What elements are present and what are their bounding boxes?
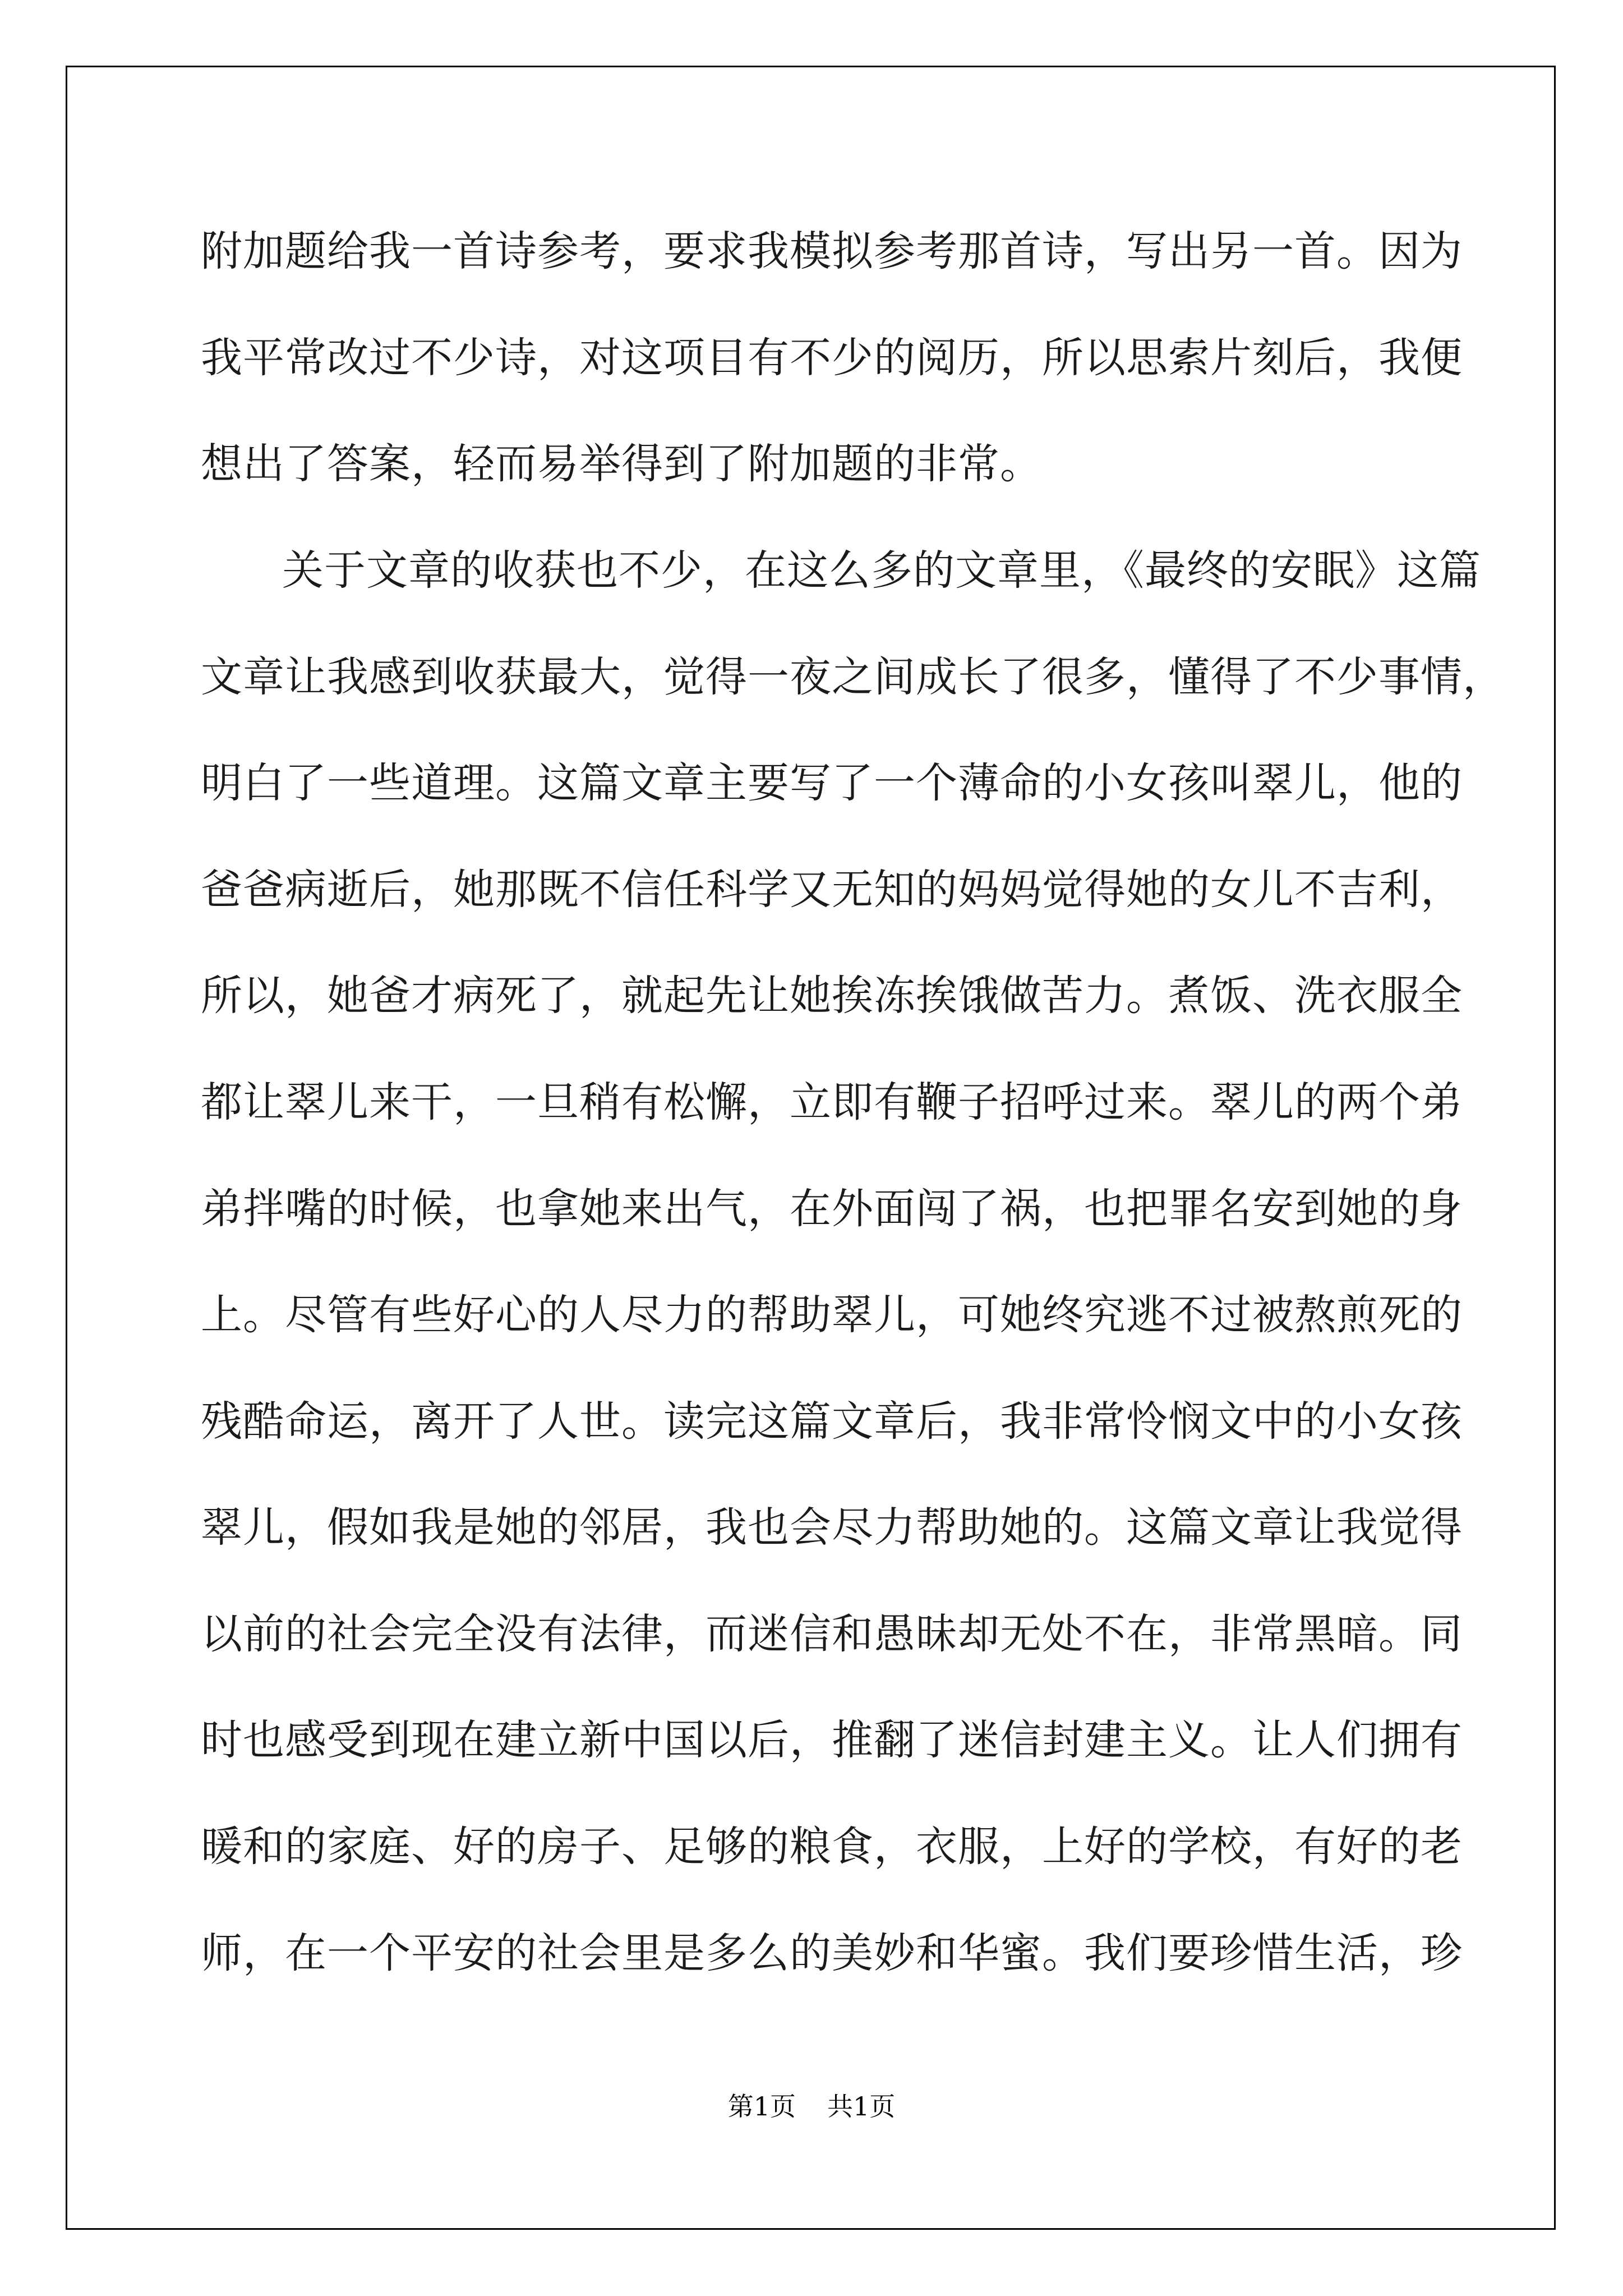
text-line: 明白了一些道理。这篇文章主要写了一个薄命的小女孩叫翠儿，他的	[201, 759, 1463, 807]
page-total: 共1页	[827, 2091, 896, 2122]
paragraph-first-line: 关于文章的收获也不少，在这么多的文章里，《最终的安眠》这篇	[282, 546, 1481, 595]
text-line: 暖和的家庭、好的房子、足够的粮食，衣服，上好的学校，有好的老	[201, 1823, 1463, 1871]
text-line: 师，在一个平安的社会里是多么的美妙和华蜜。我们要珍惜生活，珍	[201, 1929, 1463, 1977]
text-line: 翠儿，假如我是她的邻居，我也会尽力帮助她的。这篇文章让我觉得	[201, 1503, 1463, 1552]
text-line: 时也感受到现在建立新中国以后，推翻了迷信封建主义。让人们拥有	[201, 1716, 1463, 1764]
text-line: 所以，她爸才病死了，就起先让她挨冻挨饿做苦力。煮饭、洗衣服全	[201, 972, 1463, 1020]
text-line: 残酷命运，离开了人世。读完这篇文章后，我非常怜悯文中的小女孩	[201, 1397, 1463, 1446]
text-line: 弟拌嘴的时候，也拿她来出气，在外面闯了祸，也把罪名安到她的身	[201, 1185, 1463, 1233]
text-line: 文章让我感到收获最大，觉得一夜之间成长了很多，懂得了不少事情，	[201, 653, 1505, 701]
text-line: 以前的社会完全没有法律，而迷信和愚昧却无处不在，非常黑暗。同	[201, 1610, 1463, 1658]
page-number: 第1页	[727, 2091, 796, 2122]
text-line: 爸爸病逝后，她那既不信任科学又无知的妈妈觉得她的女儿不吉利，	[201, 866, 1463, 914]
page-border	[66, 66, 1556, 2230]
text-line: 我平常改过不少诗，对这项目有不少的阅历，所以思索片刻后，我便	[201, 334, 1463, 382]
text-line: 想出了答案，轻而易举得到了附加题的非常。	[201, 440, 1042, 488]
text-line: 上。尽管有些好心的人尽力的帮助翠儿，可她终究逃不过被熬煎死的	[201, 1291, 1463, 1339]
page-footer	[0, 2090, 1623, 2123]
text-line: 附加题给我一首诗参考，要求我模拟参考那首诗，写出另一首。因为	[201, 227, 1463, 275]
text-line: 都让翠儿来干，一旦稍有松懈，立即有鞭子招呼过来。翠儿的两个弟	[201, 1078, 1463, 1126]
